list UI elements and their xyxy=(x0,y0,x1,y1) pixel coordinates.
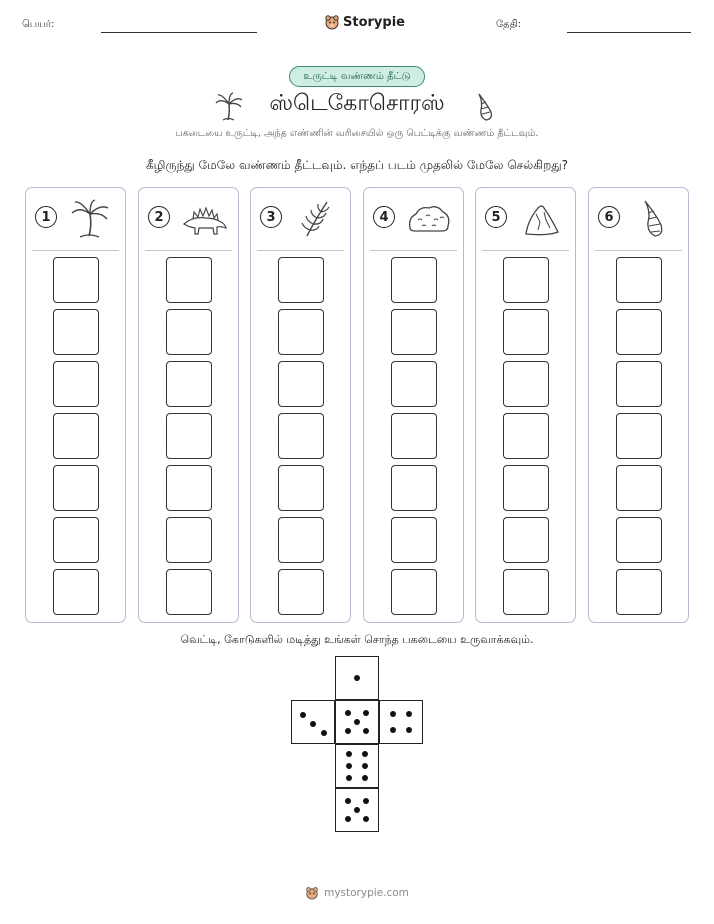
color-box[interactable] xyxy=(391,569,437,615)
footer xyxy=(0,886,714,900)
color-box[interactable] xyxy=(166,517,212,563)
color-box[interactable] xyxy=(278,569,324,615)
color-box[interactable] xyxy=(503,569,549,615)
dice-pip xyxy=(390,711,396,717)
color-box[interactable] xyxy=(503,517,549,563)
color-box[interactable] xyxy=(53,413,99,459)
instruction: வெட்டி, கோடுகளில் மடித்து உங்கள் சொந்த பகடையை உருவாக்கவும். xyxy=(180,633,534,646)
color-box[interactable] xyxy=(166,413,212,459)
color-box[interactable] xyxy=(278,517,324,563)
column-5 xyxy=(475,187,576,623)
dice-pip xyxy=(345,816,351,822)
column-number: 1 xyxy=(35,206,57,228)
color-box[interactable] xyxy=(616,517,662,563)
column-1 xyxy=(25,187,126,623)
dice-face xyxy=(335,700,379,744)
color-box[interactable] xyxy=(166,257,212,303)
color-box[interactable] xyxy=(391,361,437,407)
bush-icon xyxy=(406,198,452,240)
date-line xyxy=(567,32,691,33)
color-box[interactable] xyxy=(278,465,324,511)
dice-face xyxy=(291,700,335,744)
color-box[interactable] xyxy=(616,465,662,511)
question: கீழிருந்து மேலே வண்ணம் தீட்டவும். எந்தப் படம் முதலில் மேலே செல்கிறது? xyxy=(145,158,569,172)
dice-face xyxy=(335,744,379,788)
color-box[interactable] xyxy=(166,569,212,615)
dice-pip xyxy=(321,730,327,736)
name-label: பெயர்: xyxy=(22,19,55,30)
column-2 xyxy=(138,187,239,623)
column-number: 5 xyxy=(485,206,507,228)
color-box[interactable] xyxy=(53,569,99,615)
column-6 xyxy=(588,187,689,623)
color-box[interactable] xyxy=(53,309,99,355)
brand-name: Storypie xyxy=(343,14,405,30)
dice-pip xyxy=(363,728,369,734)
color-box[interactable] xyxy=(616,309,662,355)
color-box[interactable] xyxy=(53,361,99,407)
dice-pip xyxy=(363,798,369,804)
dice-pip xyxy=(362,763,368,769)
color-box[interactable] xyxy=(53,465,99,511)
color-box[interactable] xyxy=(166,361,212,407)
column-3 xyxy=(250,187,351,623)
color-box[interactable] xyxy=(166,465,212,511)
dice-pip xyxy=(346,775,352,781)
color-box[interactable] xyxy=(616,413,662,459)
color-box[interactable] xyxy=(53,517,99,563)
color-box[interactable] xyxy=(391,257,437,303)
activity-tag: உருட்டி வண்ணம் தீட்டு xyxy=(289,66,425,87)
color-box[interactable] xyxy=(616,361,662,407)
dice-pip xyxy=(390,727,396,733)
dice-pip xyxy=(346,751,352,757)
color-box[interactable] xyxy=(391,517,437,563)
dice-pip xyxy=(363,816,369,822)
date-label: தேதி: xyxy=(496,19,522,30)
dice-pip xyxy=(362,751,368,757)
name-line xyxy=(101,32,257,33)
subtitle: பகடையை உருட்டி, அந்த எண்ணின் வரிசையில் ஒரு பெட்டிக்கு வண்ணம் தீட்டவும். xyxy=(175,128,539,139)
shell-icon xyxy=(474,92,496,122)
dice-pip xyxy=(300,712,306,718)
color-box[interactable] xyxy=(278,413,324,459)
color-box[interactable] xyxy=(53,257,99,303)
dice-pip xyxy=(406,727,412,733)
stegosaurus-icon xyxy=(181,198,227,240)
palm-tree-icon xyxy=(68,198,114,240)
color-box[interactable] xyxy=(278,257,324,303)
color-box[interactable] xyxy=(391,413,437,459)
color-box[interactable] xyxy=(616,257,662,303)
dice-pip xyxy=(346,763,352,769)
dice-pip xyxy=(345,728,351,734)
footer-url: mystorypie.com xyxy=(324,887,409,899)
dice-pip xyxy=(354,807,360,813)
column-number: 6 xyxy=(598,206,620,228)
storypie-mascot-icon xyxy=(324,14,340,30)
fern-leaf-icon xyxy=(293,198,339,240)
column-number: 4 xyxy=(373,206,395,228)
column-4 xyxy=(363,187,464,623)
color-box[interactable] xyxy=(503,361,549,407)
dice-pip xyxy=(406,711,412,717)
dice-pip xyxy=(363,710,369,716)
dice-face xyxy=(335,788,379,832)
color-box[interactable] xyxy=(391,309,437,355)
dice-pip xyxy=(354,719,360,725)
dice-face xyxy=(335,656,379,700)
shell-icon xyxy=(631,198,677,240)
color-box[interactable] xyxy=(166,309,212,355)
rock-icon xyxy=(518,198,564,240)
brand-logo xyxy=(324,14,405,30)
column-number: 3 xyxy=(260,206,282,228)
color-box[interactable] xyxy=(503,257,549,303)
color-box[interactable] xyxy=(503,465,549,511)
dice-pip xyxy=(345,798,351,804)
dice-face xyxy=(379,700,423,744)
color-box[interactable] xyxy=(391,465,437,511)
color-box[interactable] xyxy=(278,309,324,355)
column-number: 2 xyxy=(148,206,170,228)
color-box[interactable] xyxy=(278,361,324,407)
color-box[interactable] xyxy=(503,309,549,355)
dice-pip xyxy=(362,775,368,781)
page-title: ஸ்டெகோசொரஸ் xyxy=(269,91,445,116)
color-box[interactable] xyxy=(616,569,662,615)
color-box[interactable] xyxy=(503,413,549,459)
storypie-mascot-icon xyxy=(305,886,319,900)
dice-pip xyxy=(345,710,351,716)
dice-pip xyxy=(310,721,316,727)
dice-pip xyxy=(354,675,360,681)
